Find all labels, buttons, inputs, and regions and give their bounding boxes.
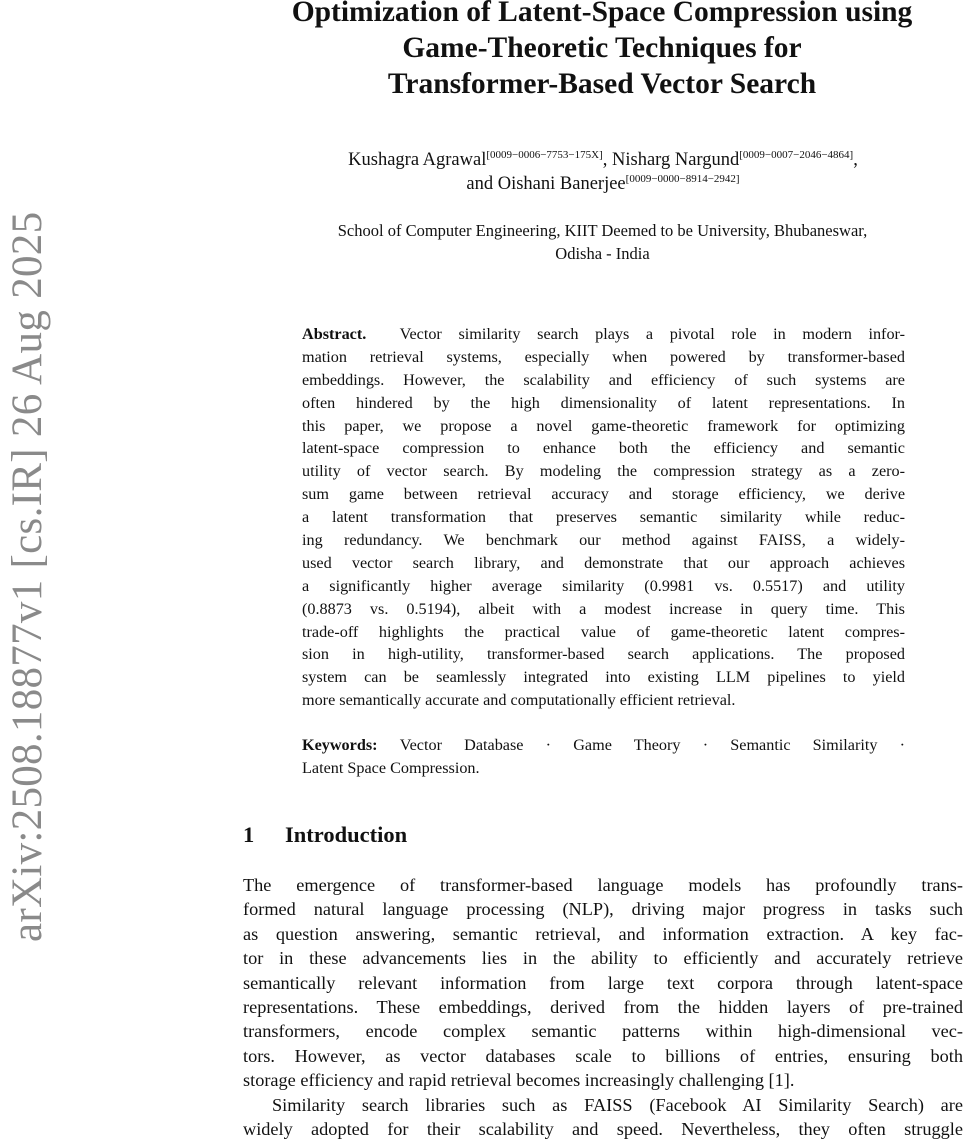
abstract-line: sion in high-utility, transformer-based search applications. The proposed [302,645,905,664]
body-line: formed natural language processing (NLP), driving major progress in tasks such [243,899,963,920]
section-heading [243,820,407,850]
abstract-line: embeddings. However, the scalability and efficiency of such systems are [302,370,905,389]
paper-title [232,0,963,102]
abstract [302,323,905,712]
author-list [238,148,963,196]
abstract-line: ing redundancy. We benchmark our method against FAISS, a widely- [302,531,905,550]
author-separator: , [602,150,612,170]
body-line: Similarity search libraries such as FAISS (Facebook AI Similarity Search) are [272,1094,963,1115]
section-number: 1 [243,822,255,847]
abstract-line: latent-space compression to enhance both the efficiency and semantic [302,439,905,458]
title-line: Optimization of Latent-Space Compression using [291,0,913,28]
abstract-line: a latent transformation that preserves semantic similarity while reduc- [302,508,905,527]
author-name: Nisharg Nargund [612,150,740,170]
body-line: semantically relevant information from large text corpora through latent-space [243,972,963,993]
abstract-line: utility of vector search. By modeling the compression strategy as a zero- [302,462,905,481]
abstract-line: trade-off highlights the practical value of game-theoretic latent compres- [302,622,905,641]
affiliation-line: Odisha - India [555,244,650,263]
abstract-line: mation retrieval systems, especially when powered by transformer-based [302,347,905,366]
section-title: Introduction [285,822,408,847]
abstract-line: a significantly higher average similarity (0.9981 vs. 0.5517) and utility [302,576,905,595]
body-line: as question answering, semantic retrieval, and information extraction. A key fac- [243,923,963,944]
keywords-text: Vector Database · Game Theory · Semantic Similarity · [399,736,906,754]
abstract-line: often hindered by the high dimensionality of latent representations. In [302,393,905,412]
body-line: tor in these advancements lies in the ability to efficiently and accurately retrieve [243,948,963,969]
body-line: widely adopted for their scalability and speed. Nevertheless, they often struggle [243,1118,963,1139]
author-orcid: [0009−0007−2046−4864] [739,149,854,161]
title-line: Transformer-Based Vector Search [387,68,817,100]
author-line [238,148,963,172]
body-line: storage efficiency and rapid retrieval becomes increasingly challenging [1]. [243,1070,795,1091]
author-orcid: [0009−0000−8914−2942] [625,173,740,185]
keywords-line: Latent Space Compression. [302,759,480,777]
author-line [238,172,963,196]
abstract-line: this paper, we propose a novel game-theoretic framework for optimizing [302,416,905,435]
body-line: The emergence of transformer-based language models has profoundly trans- [243,875,963,895]
abstract-line: more semantically accurate and computationally efficient retrieval. [302,691,736,710]
author-name: Kushagra Agrawal [348,150,487,170]
abstract-text: Vector similarity search plays a pivotal role in modern infor- [399,325,905,343]
abstract-label: Abstract. [302,325,367,343]
arxiv-identifier: arXiv:2508.18877v1 [cs.IR] 26 Aug 2025 [4,211,51,942]
author-conjunction: and [466,174,498,194]
affiliation-line: School of Computer Engineering, KIIT Deemed to be University, Bhubaneswar, [337,221,868,240]
keywords [302,734,905,780]
body-line: transformers, encode complex semantic patterns within high-dimensional vec- [243,1021,963,1042]
author-name: Oishani Banerjee [497,174,626,194]
author-orcid: [0009−0006−7753−175X] [486,149,603,161]
abstract-line: system can be seamlessly integrated into existing LLM pipelines to yield [302,668,905,687]
abstract-line: used vector search library, and demonstrate that our approach achieves [302,553,905,572]
body-line: tors. However, as vector databases scale to billions of entries, ensuring both [243,1045,963,1066]
body-line: representations. These embeddings, derived from the hidden layers of pre-trained [243,996,963,1017]
keywords-line [302,734,905,757]
affiliation [240,219,963,265]
author-separator: , [853,150,858,170]
abstract-line [302,323,905,346]
introduction-body [243,873,963,1141]
abstract-line: (0.8873 vs. 0.5194), albeit with a modest increase in query time. This [302,599,905,618]
abstract-line: sum game between retrieval accuracy and storage efficiency, we derive [302,485,905,504]
keywords-label: Keywords: [302,736,378,754]
title-line: Game-Theoretic Techniques for [402,32,802,64]
